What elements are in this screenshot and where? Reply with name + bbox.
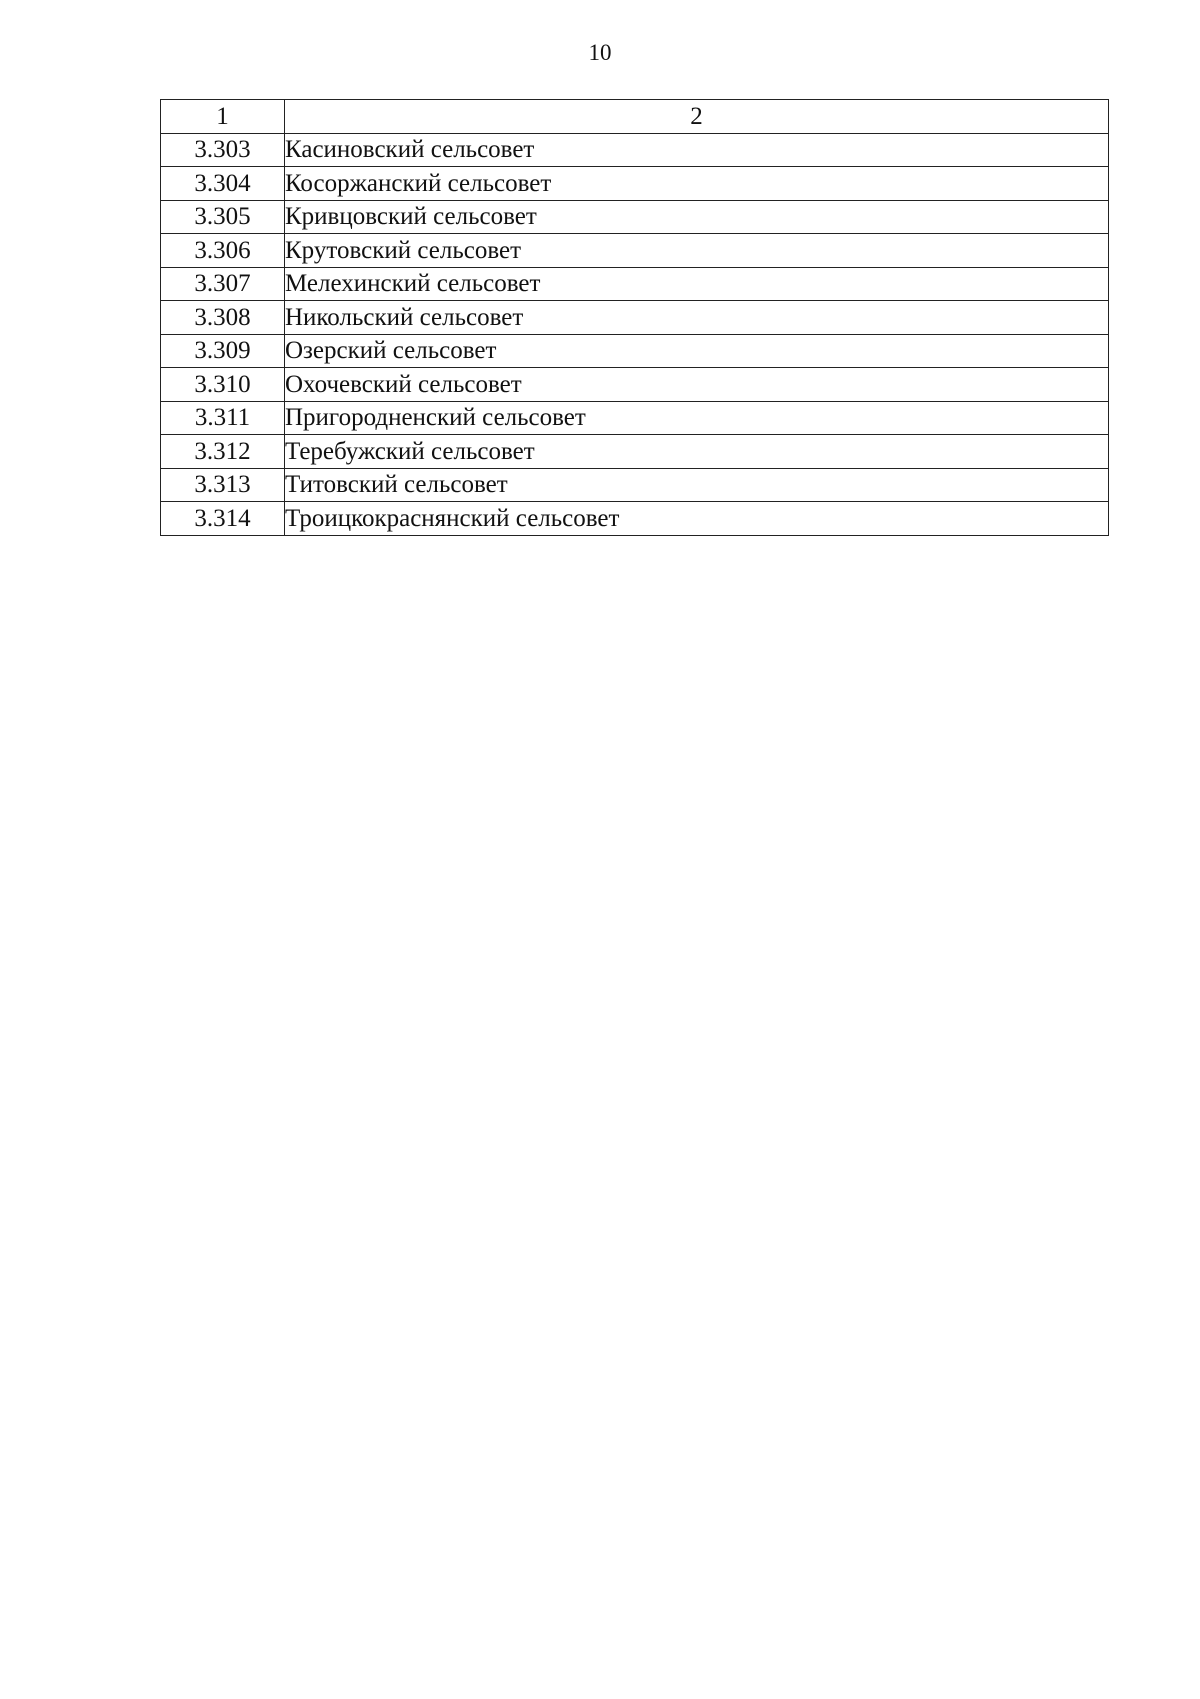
table-row: [161, 301, 1109, 335]
table-header-row: [161, 100, 1109, 134]
row-name: Озерский сельсовет: [285, 334, 1109, 368]
row-name: Титовский сельсовет: [285, 468, 1109, 502]
row-name: Теребужский сельсовет: [285, 435, 1109, 469]
row-name: Косоржанский сельсовет: [285, 167, 1109, 201]
table-row: [161, 368, 1109, 402]
row-name: Мелехинский сельсовет: [285, 267, 1109, 301]
row-code: 3.310: [161, 368, 285, 402]
row-code: 3.306: [161, 234, 285, 268]
row-name: Касиновский сельсовет: [285, 133, 1109, 167]
table-row: [161, 435, 1109, 469]
row-code: 3.307: [161, 267, 285, 301]
row-code: 3.311: [161, 401, 285, 435]
table-row: [161, 401, 1109, 435]
table-row: [161, 167, 1109, 201]
row-name: Никольский сельсовет: [285, 301, 1109, 335]
row-name: Охочевский сельсовет: [285, 368, 1109, 402]
table-row: [161, 502, 1109, 536]
document-table: [160, 99, 1109, 536]
row-code: 3.314: [161, 502, 285, 536]
column-header-1: 1: [161, 100, 285, 134]
row-name: Кривцовский сельсовет: [285, 200, 1109, 234]
table-row: [161, 234, 1109, 268]
row-name: Крутовский сельсовет: [285, 234, 1109, 268]
row-code: 3.303: [161, 133, 285, 167]
column-header-2: 2: [285, 100, 1109, 134]
table-row: [161, 468, 1109, 502]
row-code: 3.304: [161, 167, 285, 201]
row-name: Троицкокраснянский сельсовет: [285, 502, 1109, 536]
table-row: [161, 334, 1109, 368]
row-code: 3.305: [161, 200, 285, 234]
table-row: [161, 267, 1109, 301]
page-number: 10: [588, 40, 612, 65]
table-row: [161, 200, 1109, 234]
row-code: 3.308: [161, 301, 285, 335]
row-code: 3.312: [161, 435, 285, 469]
row-code: 3.309: [161, 334, 285, 368]
row-name: Пригородненский сельсовет: [285, 401, 1109, 435]
row-code: 3.313: [161, 468, 285, 502]
table-row: [161, 133, 1109, 167]
